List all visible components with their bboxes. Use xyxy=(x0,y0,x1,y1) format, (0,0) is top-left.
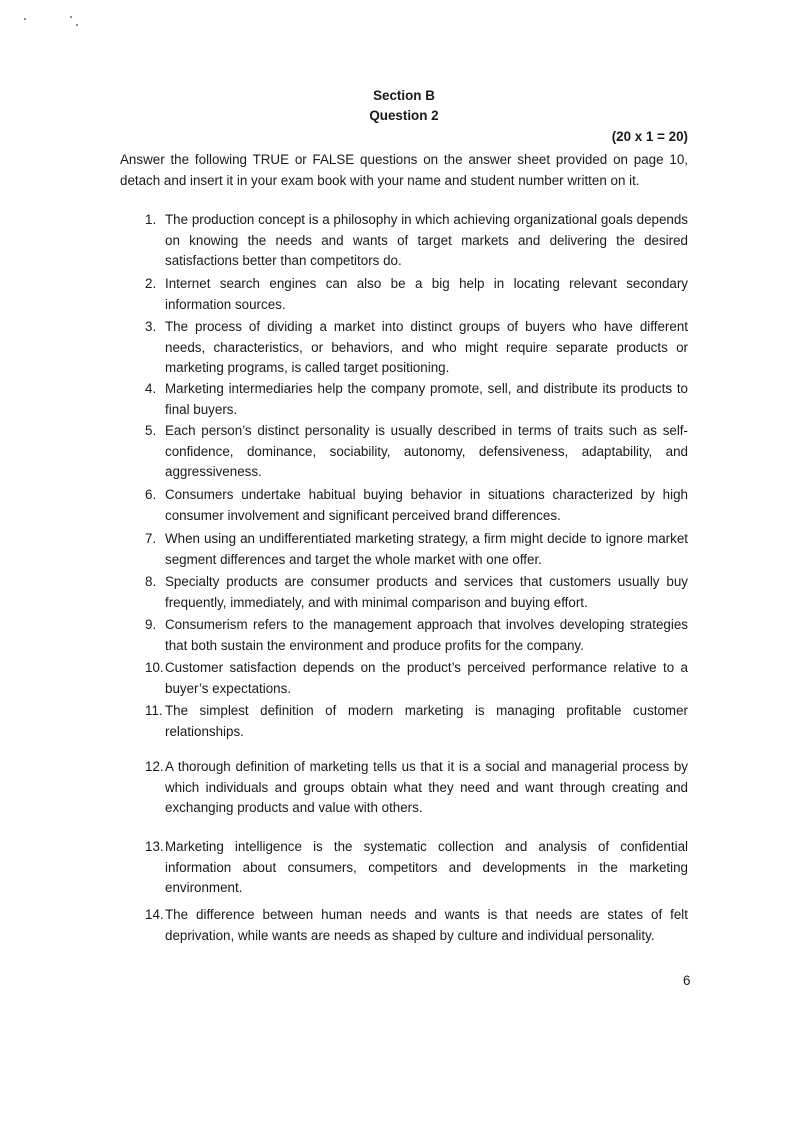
question-text: Each person’s distinct personality is usually described in terms of traits such as self-confidence, dominance, sociability, autonomy, defensiveness, adaptability, and aggressiveness. xyxy=(165,423,688,479)
question-item xyxy=(145,317,688,379)
question-number: 12. xyxy=(145,759,164,774)
question-item xyxy=(145,529,688,570)
question-text: The production concept is a philosophy in which achieving organizational goals depends on knowing the needs and wants of target markets and delivering the desired satisfactions better than competitors do. xyxy=(165,212,688,268)
question-item xyxy=(145,701,688,742)
question-text: Internet search engines can also be a big help in locating relevant secondary information sources. xyxy=(165,276,688,312)
question-item xyxy=(145,379,688,420)
question-number: 11. xyxy=(145,703,163,718)
question-number: 8. xyxy=(145,574,157,589)
section-heading: Section B xyxy=(373,88,435,103)
question-number: 13. xyxy=(145,839,164,854)
scan-speck xyxy=(70,16,72,18)
scan-speck xyxy=(24,18,26,20)
question-number: 10. xyxy=(145,660,164,675)
question-item xyxy=(145,615,688,656)
question-item xyxy=(145,837,688,899)
question-text: A thorough definition of marketing tells us that it is a social and managerial process by which individuals and groups obtain what they need and want through creating and exchanging products and value with others. xyxy=(165,759,688,815)
question-text: Specialty products are consumer products and services that customers usually buy frequently, immediately, and with minimal comparison and buying effort. xyxy=(165,574,688,610)
question-text: When using an undifferentiated marketing strategy, a firm might decide to ignore market segment differences and target the whole market with one offer. xyxy=(165,531,688,567)
question-heading: Question 2 xyxy=(369,108,439,123)
question-number: 1. xyxy=(145,212,157,227)
question-number: 14. xyxy=(145,907,164,922)
question-number: 9. xyxy=(145,617,157,632)
question-item xyxy=(145,274,688,315)
question-item xyxy=(145,905,688,946)
question-number: 7. xyxy=(145,531,157,546)
question-item xyxy=(145,485,688,526)
question-text: Customer satisfaction depends on the product’s perceived performance relative to a buyer’s expectations. xyxy=(165,660,688,696)
question-number: 5. xyxy=(145,423,157,438)
question-item xyxy=(145,757,688,819)
question-number: 6. xyxy=(145,487,157,502)
question-number: 2. xyxy=(145,276,157,291)
scan-speck xyxy=(76,24,78,26)
question-item xyxy=(145,421,688,483)
question-item xyxy=(145,572,688,613)
question-text: The difference between human needs and wants is that needs are states of felt deprivation, while wants are needs as shaped by culture and individual personality. xyxy=(165,907,688,943)
instructions: Answer the following TRUE or FALSE questions on the answer sheet provided on page 10, detach and insert it in your exam book with your name and student number written on it. xyxy=(120,152,688,188)
question-number: 3. xyxy=(145,319,157,334)
question-text: Consumerism refers to the management approach that involves developing strategies that both sustain the environment and produce profits for the company. xyxy=(165,617,688,653)
question-text: The process of dividing a market into distinct groups of buyers who have different needs, characteristics, or behaviors, and who might require separate products or marketing programs, is called target positioning. xyxy=(165,319,688,375)
question-number: 4. xyxy=(145,381,157,396)
question-item xyxy=(145,658,688,699)
question-text: The simplest definition of modern marketing is managing profitable customer relationships. xyxy=(165,703,688,739)
question-text: Marketing intermediaries help the company promote, sell, and distribute its products to final buyers. xyxy=(165,381,688,417)
marks-allocation: (20 x 1 = 20) xyxy=(611,129,688,144)
question-text: Consumers undertake habitual buying behavior in situations characterized by high consumer involvement and significant perceived brand differences. xyxy=(165,487,688,523)
question-text: Marketing intelligence is the systematic collection and analysis of confidential information about consumers, competitors and developments in the marketing environment. xyxy=(165,839,688,895)
page-number: 6 xyxy=(683,973,691,988)
question-item xyxy=(145,210,688,272)
